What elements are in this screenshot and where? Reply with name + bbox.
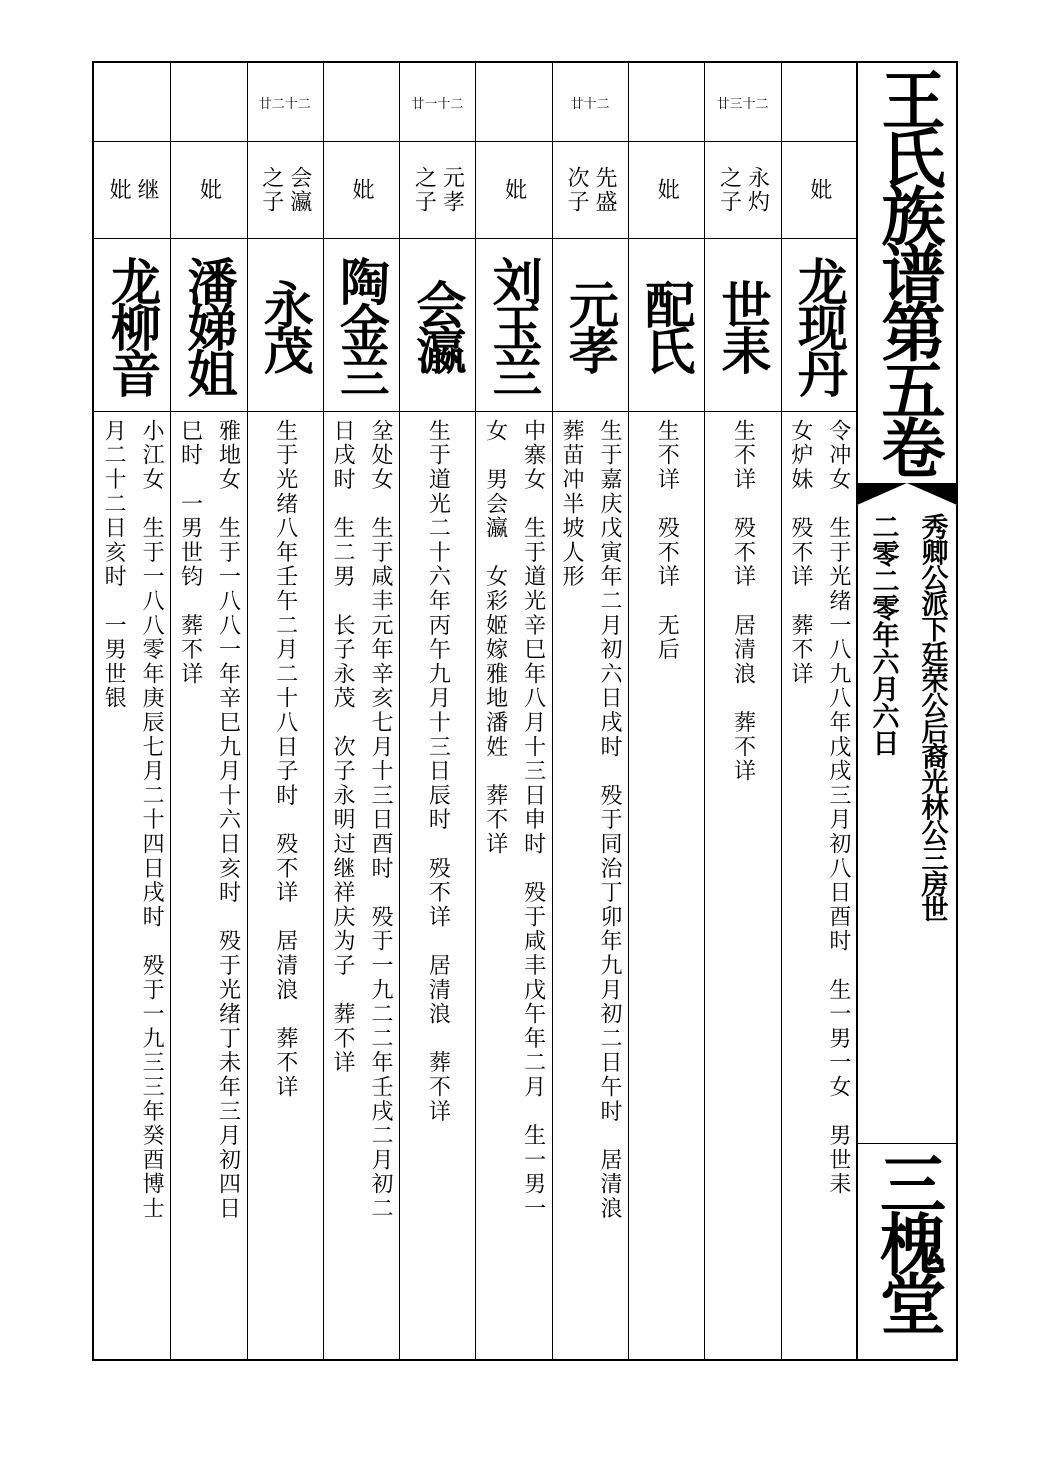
- relation-label: 继 妣: [106, 177, 160, 202]
- genealogy-column: [94, 63, 170, 1359]
- relation-label: 妣: [806, 177, 832, 202]
- person-name: 龙现丹: [789, 255, 849, 394]
- generation-label: [170, 63, 246, 141]
- generation-label: [476, 63, 552, 141]
- column-divider: [247, 63, 248, 1359]
- relation-label: 妣: [501, 177, 527, 202]
- generation-label: [323, 63, 399, 141]
- person-name: 会瀛: [408, 278, 468, 371]
- generation-label: [628, 63, 704, 141]
- biography-text: 中寨女 生于道光辛巳年八月十三日申时 殁于咸丰戊午年二月 生一男一 女 男会瀛 女彩姬嫁雅地潘姓 葬不详: [482, 419, 546, 1221]
- person-name: 龙柳音: [103, 255, 163, 394]
- generation-label: [94, 63, 170, 141]
- genealogy-column: [476, 63, 552, 1359]
- biography-text: 生于嘉庆戊寅年二月初六日戌时 殁于同治丁卯年九月初二日午时 居清浪 葬苗冲半坡人形: [558, 419, 622, 1221]
- relation-label: 会瀛 之子: [258, 165, 312, 214]
- person-name: 刘玉兰: [484, 255, 544, 394]
- subtitle-block: [857, 513, 958, 1133]
- book-title: 王氏族谱第五卷: [870, 67, 946, 473]
- generation-label: 廿十二: [570, 96, 610, 112]
- person-name: 元孝: [560, 278, 620, 371]
- column-divider: [628, 63, 629, 1359]
- generation-label: [781, 63, 857, 141]
- relation-label: 妣: [349, 177, 375, 202]
- genealogy-column: [170, 63, 246, 1359]
- column-divider: [399, 63, 400, 1359]
- relation-label: 妣: [654, 177, 680, 202]
- genealogy-column: [552, 63, 628, 1359]
- edition-date: 二零二零年六月六日: [867, 513, 899, 756]
- biography-text: 雅地女 生于一八八一年辛巳九月十六日亥时 殁于光绪丁未年三月初四日 巳时 一男世钧 葬不详: [177, 419, 241, 1221]
- biography-text: 生于道光二十六年丙午九月十三日辰时 殁不详 居清浪 葬不详: [425, 419, 451, 1124]
- biography-text: 生于光绪八年壬午二月二十八日子时 殁不详 居清浪 葬不详: [272, 419, 298, 1100]
- biography-text: 令冲女 生于光绪一八九八年戊戌三月初八日酉时 生一男一女 男世耒 女炉妹 殁不详 葬不详: [787, 419, 851, 1197]
- generation-label: 廿二十二: [258, 96, 311, 112]
- page-frame: [92, 61, 958, 1361]
- column-divider: [704, 63, 705, 1359]
- genealogy-column: [323, 63, 399, 1359]
- branch-subtitle: 秀卿公派下廷荣公后裔光林公三房世: [916, 513, 948, 921]
- person-name: 世耒: [713, 278, 773, 371]
- relation-label: 永灼 之子: [716, 165, 770, 214]
- person-name: 陶金兰: [332, 255, 392, 394]
- title-band: [857, 483, 958, 505]
- person-name: 永茂: [255, 278, 315, 371]
- title-panel: [857, 63, 958, 1359]
- biography-text: 生不详 殁不详 无后: [654, 419, 680, 662]
- relation-label: 先盛 次子: [563, 165, 617, 214]
- column-divider: [475, 63, 476, 1359]
- relation-label: 妣: [196, 177, 222, 202]
- relation-label: 元孝 之子: [411, 165, 465, 214]
- person-name: 配氏: [637, 278, 697, 371]
- column-divider: [323, 63, 324, 1359]
- generation-label: 廿一十二: [411, 96, 464, 112]
- genealogy-column: [399, 63, 475, 1359]
- genealogy-column: [247, 63, 323, 1359]
- biography-text: 坌处女 生于咸丰元年辛亥七月十三日酉时 殁于一九二二年壬戌二月初二 日戌时 生二男 长子永茂 次子永明过继祥庆为子 葬不详: [330, 419, 394, 1221]
- column-divider: [552, 63, 553, 1359]
- biography-text: 小江女 生于一八八零年庚辰七月二十四日戌时 殁于一九三三年癸酉博士 月二十二日亥时 一男世银: [101, 419, 165, 1221]
- genealogy-column: [704, 63, 780, 1359]
- hall-name: 三槐堂: [857, 1143, 958, 1359]
- person-name: 潘娣姐: [179, 255, 239, 394]
- column-divider: [170, 63, 171, 1359]
- column-divider: [781, 63, 782, 1359]
- generation-label: 廿三十二: [716, 96, 769, 112]
- genealogy-column: [628, 63, 704, 1359]
- biography-text: 生不详 殁不详 居清浪 葬不详: [730, 419, 756, 784]
- genealogy-column: [781, 63, 857, 1359]
